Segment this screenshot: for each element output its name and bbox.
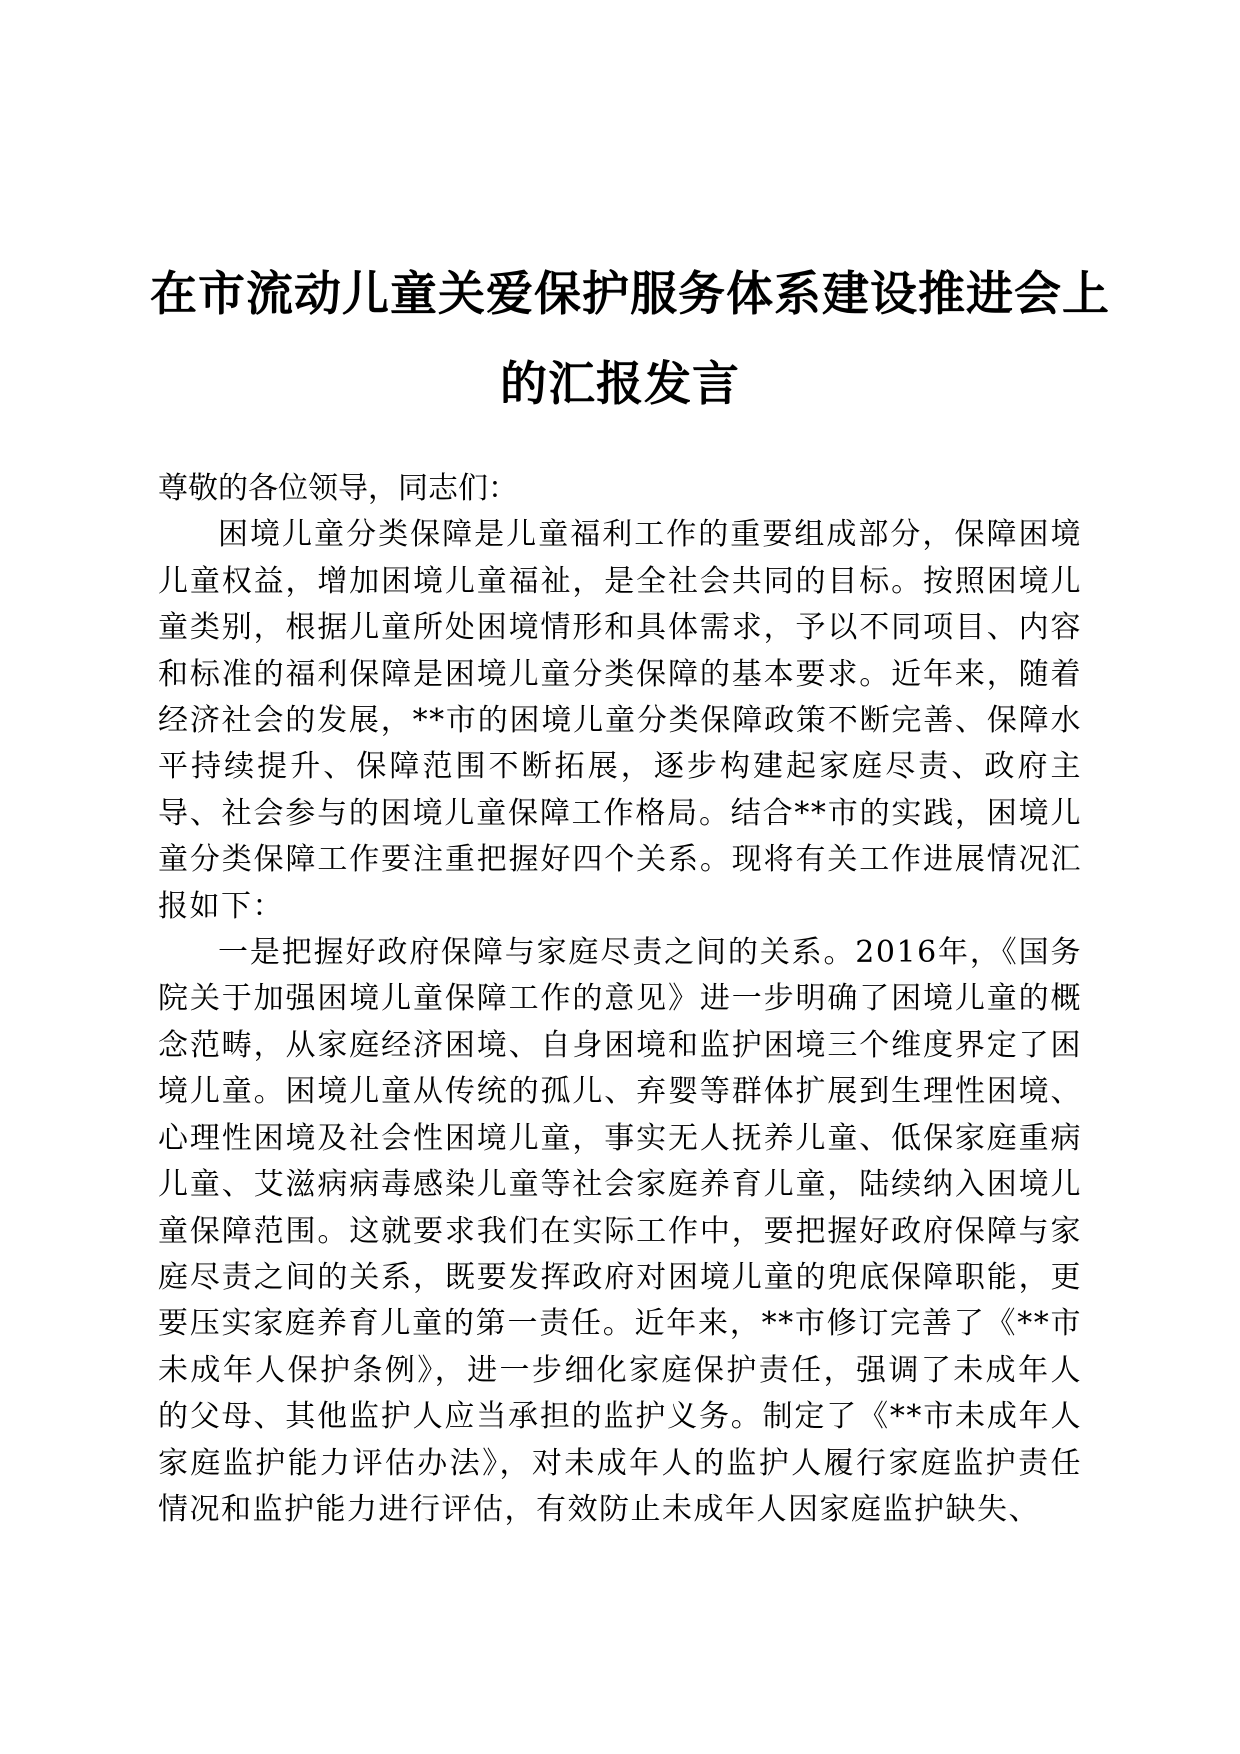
title-line-1: 在市流动儿童关爱保护服务体系建设推进会上	[150, 267, 1110, 322]
title-line-2: 的汇报发言	[500, 357, 740, 412]
salutation: 尊敬的各位领导，同志们：	[158, 471, 518, 506]
paragraph-point-one: 一是把握好政府保障与家庭尽责之间的关系。2016年，《国务院关于加强困境儿童保障工作的意见》进一步明确了困境儿童的概念范畴，从家庭经济困境、自身困境和监护困境三个维度界定了困境儿童。困境儿童从传统的孤儿、弃婴等群体扩展到生理性困境、心理性困境及社会性困境儿童，事实无人抚养儿童、低保家庭重病儿童、艾滋病病毒感染儿童等社会家庭养育儿童，陆续纳入困境儿童保障范围。这就要求我们在实际工作中，要把握好政府保障与家庭尽责之间的关系，既要发挥政府对困境儿童的兜底保障职能，更要压实家庭养育儿童的第一责任。近年来，**市修订完善了《**市未成年人保护条例》，进一步细化家庭保护责任，强调了未成年人的父母、其他监护人应当承担的监护义务。制定了《**市未成年人家庭监护能力评估办法》，对未成年人的监护人履行家庭监护责任情况和监护能力进行评估，有效防止未成年人因家庭监护缺失、	[158, 935, 1082, 1527]
document-body	[158, 466, 1082, 1533]
document-title	[150, 250, 1110, 430]
paragraph-intro: 困境儿童分类保障是儿童福利工作的重要组成部分，保障困境儿童权益，增加困境儿童福祉，是全社会共同的目标。按照困境儿童类别，根据儿童所处困境情形和具体需求，予以不同项目、内容和标准的福利保障是困境儿童分类保障的基本要求。近年来，随着经济社会的发展，**市的困境儿童分类保障政策不断完善、保障水平持续提升、保障范围不断拓展，逐步构建起家庭尽责、政府主导、社会参与的困境儿童保障工作格局。结合**市的实践，困境儿童分类保障工作要注重把握好四个关系。现将有关工作进展情况汇报如下：	[158, 517, 1082, 924]
